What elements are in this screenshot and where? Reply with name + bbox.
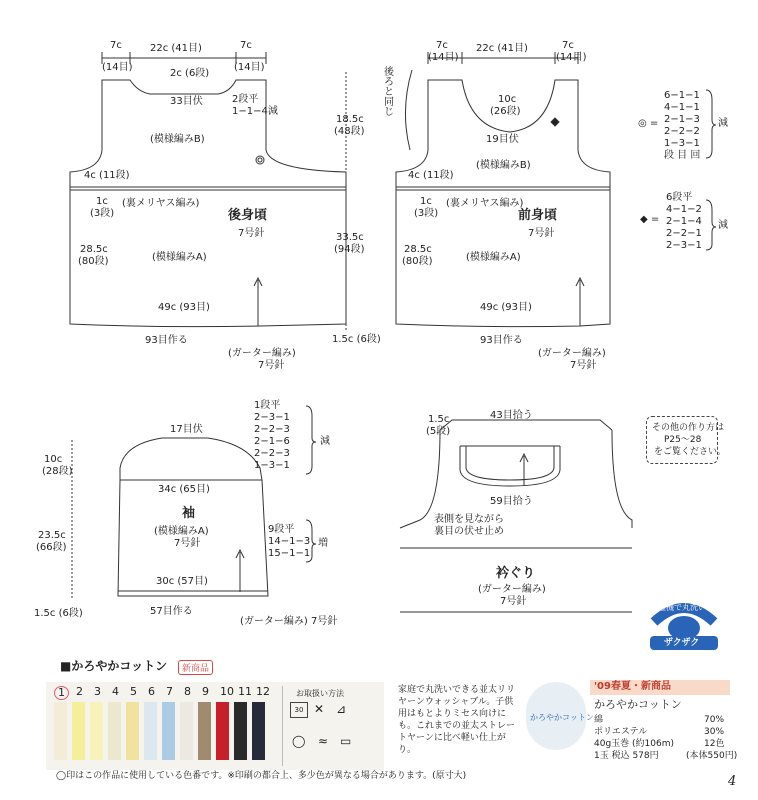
color-swatch bbox=[180, 702, 193, 760]
back-top-left-width: 7c bbox=[110, 40, 122, 51]
sleeve-inc-label: 増 bbox=[318, 538, 328, 549]
decrease-circle-row: 2−1−3 bbox=[664, 114, 700, 125]
sleeve-width-30: 30c (57目) bbox=[156, 576, 208, 587]
color-swatch bbox=[234, 702, 247, 760]
decrease-diamond-row: 4−1−2 bbox=[666, 204, 702, 215]
color-number: 11 bbox=[238, 685, 252, 698]
page-number: 4 bbox=[728, 774, 737, 789]
sleeve-width-34: 34c (65目) bbox=[158, 484, 210, 495]
front-top-left-rows: (14目) bbox=[428, 52, 459, 63]
spec-label: 綿 bbox=[594, 715, 604, 725]
sleeve-inc-row: 15−1−1 bbox=[268, 548, 311, 559]
back-cast-on: 93目作る bbox=[145, 335, 188, 346]
sleeve-cap-row: 2−2−3 bbox=[254, 448, 290, 459]
decrease-circle-symbol: ◎ = bbox=[638, 118, 659, 129]
sleeve-cap-row: 1−3−1 bbox=[254, 460, 290, 471]
spec-value: 30% bbox=[704, 727, 725, 737]
front-top-right-rows: (14目) bbox=[556, 52, 587, 63]
back-side-1c: 1c bbox=[96, 196, 108, 207]
collar-bindoff2: 裏目の伏せ止め bbox=[434, 526, 504, 537]
sleeve-title: 袖 bbox=[182, 506, 196, 521]
front-needle: 7号針 bbox=[528, 228, 555, 239]
back-shoulder-note2: 1−1−4減 bbox=[232, 106, 278, 117]
wring-icon: ≈ bbox=[318, 734, 329, 748]
footnote: ◯印はこの作品に使用している色番です。※印刷の都合上、多少色が異なる場合があります。(原寸大) bbox=[56, 771, 467, 781]
sleeve-cap-label: 減 bbox=[320, 436, 330, 447]
dry-clean-icon: ◯ bbox=[292, 734, 306, 748]
color-number: 2 bbox=[76, 685, 83, 698]
color-number: 3 bbox=[94, 685, 101, 698]
back-right-94: (94段) bbox=[334, 244, 365, 255]
decrease-circle-row: 6−1−1 bbox=[664, 90, 700, 101]
yarn-ball-label: かろやかコットン bbox=[530, 713, 594, 722]
front-top-left-width: 7c bbox=[436, 40, 448, 51]
collar-pick-up-top: 43目拾う bbox=[490, 410, 533, 421]
color-swatch bbox=[54, 702, 67, 760]
sleeve-garter: (ガーター編み) 7号針 bbox=[240, 616, 338, 627]
color-number: 9 bbox=[202, 685, 209, 698]
color-number: 4 bbox=[112, 685, 119, 698]
spec-value: (本体550円) bbox=[686, 751, 738, 761]
color-swatch bbox=[144, 702, 157, 760]
sleeve-inc-row: 9段平 bbox=[268, 524, 295, 535]
color-swatch bbox=[198, 702, 211, 760]
decrease-circle-row: 2−2−2 bbox=[664, 126, 700, 137]
sleeve-cap-row: 2−2−3 bbox=[254, 424, 290, 435]
decrease-diamond-row: 2−1−4 bbox=[666, 216, 702, 227]
decrease-circle-row: 4−1−1 bbox=[664, 102, 700, 113]
back-side-3rows: (3段) bbox=[90, 208, 115, 219]
collar-left-5: (5段) bbox=[426, 426, 451, 437]
spec-label: 40g玉巻 (約106m) bbox=[594, 739, 674, 749]
sleeve-left-28: (28段) bbox=[42, 466, 73, 477]
back-right-48: (48段) bbox=[334, 126, 365, 137]
collar-title: 衿ぐり bbox=[496, 566, 536, 581]
season-badge: '09春夏・新商品 bbox=[594, 681, 671, 692]
decrease-diamond-symbol: ◆ = bbox=[640, 214, 660, 225]
new-product-badge: 新商品 bbox=[178, 660, 213, 675]
front-top-right-width: 7c bbox=[562, 40, 574, 51]
back-neck-bind: 33目伏 bbox=[170, 96, 203, 107]
front-neck-26: (26段) bbox=[490, 106, 521, 117]
spec-label: ポリエステル bbox=[594, 727, 648, 737]
logo-brand: ザクザク bbox=[664, 638, 700, 648]
back-needle2: 7号針 bbox=[258, 360, 285, 371]
spec-value: 12色 bbox=[704, 739, 725, 749]
decrease-diamond-row: 2−3−1 bbox=[666, 240, 702, 251]
decrease-diamond-row: 2−2−1 bbox=[666, 228, 702, 239]
sleeve-bind-top: 17目伏 bbox=[170, 424, 203, 435]
yarn-name: かろやかコットン bbox=[594, 698, 682, 711]
front-side-3rows: (3段) bbox=[414, 208, 439, 219]
back-top-right-rows: (14目) bbox=[234, 62, 265, 73]
decrease-circle-footer: 段 目 回 bbox=[664, 150, 701, 161]
info-line2: P25〜28 bbox=[664, 435, 702, 445]
collar-garter: (ガーター編み) bbox=[478, 584, 546, 595]
yarn-description: 家庭で丸洗いできる並太リリヤーンウォッシャブル。子供用はもとよりミセス向けにも。これまでの並太ストレートヤーンに比べ軽い仕上がり。 bbox=[398, 685, 516, 755]
back-top-right-width: 7c bbox=[240, 40, 252, 51]
back-garter: (ガーター編み) bbox=[228, 348, 296, 359]
decrease-diamond-row: 6段平 bbox=[666, 192, 693, 203]
color-swatch bbox=[72, 702, 85, 760]
color-swatch bbox=[108, 702, 121, 760]
color-swatch bbox=[126, 702, 139, 760]
front-pattern-b: (模様編みB) bbox=[476, 160, 531, 171]
front-cast-on: 93目作る bbox=[480, 335, 523, 346]
back-pattern-b: (模様編みB) bbox=[150, 134, 205, 145]
wash-30-icon: 30 bbox=[290, 702, 308, 718]
front-same-as-back: 後ろと同じ bbox=[384, 67, 394, 118]
sleeve-cap-row: 2−3−1 bbox=[254, 412, 290, 423]
front-stockinette: (裏メリヤス編み) bbox=[446, 198, 524, 209]
back-body-outline bbox=[70, 80, 346, 327]
no-bleach-icon: ✕ bbox=[314, 702, 325, 716]
sleeve-needle: 7号針 bbox=[174, 538, 201, 549]
yarn-heading: ■かろやかコットン bbox=[60, 659, 168, 673]
sleeve-left-235: 23.5c bbox=[38, 530, 66, 541]
color-number: 12 bbox=[256, 685, 270, 698]
back-right-185: 18.5c bbox=[336, 114, 364, 125]
color-number: 7 bbox=[166, 685, 173, 698]
front-side-80: (80段) bbox=[402, 256, 433, 267]
front-band: 4c (11段) bbox=[408, 170, 454, 181]
front-width-49: 49c (93目) bbox=[480, 302, 532, 313]
collar-left-15: 1.5c bbox=[428, 414, 450, 425]
back-stockinette: (裏メリヤス編み) bbox=[122, 198, 200, 209]
back-title: 後身頃 bbox=[228, 208, 268, 223]
color-number: 10 bbox=[220, 685, 234, 698]
color-number: 8 bbox=[184, 685, 191, 698]
sleeve-inc-row: 14−1−3 bbox=[268, 536, 311, 547]
back-right-335: 33.5c bbox=[336, 232, 364, 243]
back-top-left-rows: (14目) bbox=[102, 62, 133, 73]
front-top-mid-width: 22c (41目) bbox=[476, 43, 528, 54]
front-title: 前身頃 bbox=[518, 208, 558, 223]
front-side-1c: 1c bbox=[420, 196, 432, 207]
care-title: お取扱い方法 bbox=[296, 689, 344, 698]
color-number: 6 bbox=[148, 685, 155, 698]
decrease-circle-label: 減 bbox=[718, 118, 728, 129]
sleeve-left-66: (66段) bbox=[36, 542, 67, 553]
info-line1: その他の作り方は bbox=[652, 423, 725, 433]
sleeve-cap-row: 1段平 bbox=[254, 400, 281, 411]
color-swatch bbox=[216, 702, 229, 760]
hang-dry-icon: ▭ bbox=[340, 734, 352, 748]
info-line3: をご覧ください。 bbox=[654, 447, 727, 457]
collar-bindoff1: 表側を見ながら bbox=[434, 514, 504, 525]
back-shoulder-note1: 2段平 bbox=[232, 94, 259, 105]
back-band: 4c (11段) bbox=[84, 170, 130, 181]
back-right-15: 1.5c (6段) bbox=[332, 334, 381, 345]
front-neck-10c: 10c bbox=[498, 94, 517, 105]
front-garter: (ガーター編み) bbox=[538, 348, 606, 359]
back-side-285: 28.5c bbox=[80, 244, 108, 255]
color-number: 5 bbox=[130, 685, 137, 698]
back-needle: 7号針 bbox=[238, 228, 265, 239]
back-side-80: (80段) bbox=[78, 256, 109, 267]
spec-label: 1玉 税込 578円 bbox=[594, 751, 659, 761]
color-swatch bbox=[252, 702, 265, 760]
spec-value: 70% bbox=[704, 715, 725, 725]
collar-pick-up-bottom: 59目拾う bbox=[490, 496, 533, 507]
front-neck-bind: 19目伏 bbox=[486, 134, 519, 145]
sleeve-cap-row: 2−1−6 bbox=[254, 436, 290, 447]
front-side-285: 28.5c bbox=[404, 244, 432, 255]
front-needle2: 7号針 bbox=[570, 360, 597, 371]
back-top-mid-width: 22c (41目) bbox=[150, 43, 202, 54]
front-pattern-a: (模様編みA) bbox=[466, 252, 521, 263]
sleeve-cast-on: 57目作る bbox=[150, 606, 193, 617]
decrease-circle-row: 1−3−1 bbox=[664, 138, 700, 149]
iron-icon: ⊿ bbox=[336, 702, 347, 716]
sleeve-left-15: 1.5c (6段) bbox=[34, 608, 83, 619]
back-neck-mid: 2c (6段) bbox=[170, 68, 210, 79]
color-swatch bbox=[162, 702, 175, 760]
collar-needle: 7号針 bbox=[500, 596, 527, 607]
decrease-diamond-label: 減 bbox=[718, 220, 728, 231]
color-swatch bbox=[90, 702, 103, 760]
logo-arc-text: 洗濯機で丸洗いOK! bbox=[650, 603, 721, 612]
sleeve-pattern-a: (模様編みA) bbox=[154, 526, 209, 537]
color-number: 1 bbox=[54, 686, 69, 700]
back-pattern-a: (模様編みA) bbox=[152, 252, 207, 263]
sleeve-left-10: 10c bbox=[44, 454, 63, 465]
back-width-49: 49c (93目) bbox=[158, 302, 210, 313]
